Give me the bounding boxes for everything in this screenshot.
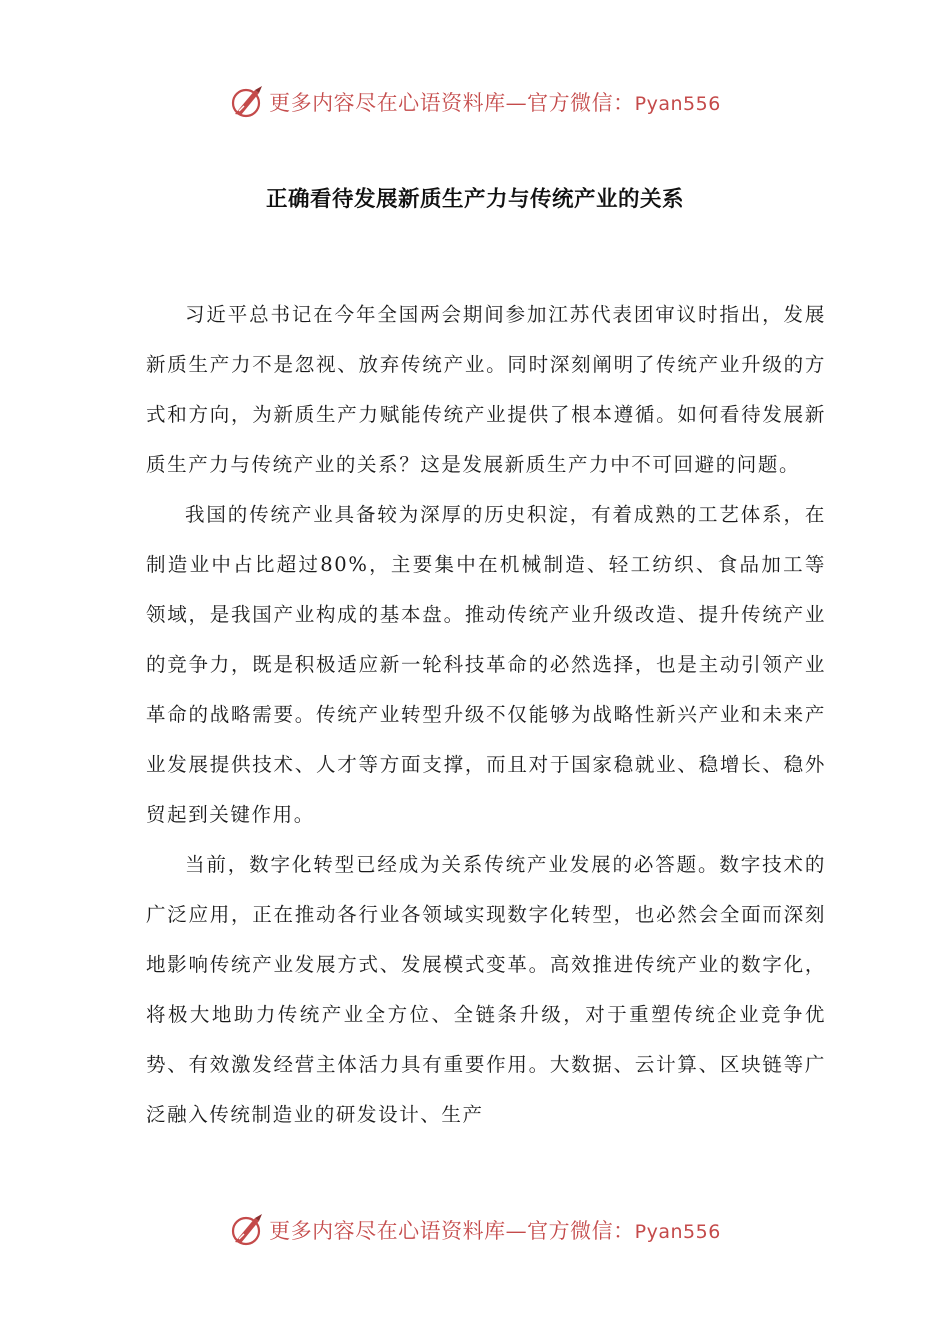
- wechat-id: Pyan556: [634, 1221, 721, 1243]
- footer-banner: [0, 1208, 950, 1252]
- banner-text: 更多内容尽在心语资料库—官方微信：: [269, 1219, 635, 1243]
- page-title: 正确看待发展新质生产力与传统产业的关系: [265, 187, 684, 212]
- header-banner: [0, 80, 950, 124]
- quill-pen-logo-icon: [229, 84, 265, 120]
- wechat-id: Pyan556: [634, 93, 721, 115]
- article-body: [146, 290, 826, 1140]
- banner-text: 更多内容尽在心语资料库—官方微信：: [269, 91, 635, 115]
- paragraph-3: 当前，数字化转型已经成为关系传统产业发展的必答题。数字技术的广泛应用，正在推动各行业各领域实现数字化转型，也必然会全面而深刻地影响传统产业发展方式、发展模式变革。高效推进传统产业的数字化，将极大地助力传统产业全方位、全链条升级，对于重塑传统企业竞争优势、有效激发经营主体活力具有重要作用。大数据、云计算、区块链等广泛融入传统制造业的研发设计、生产: [146, 853, 826, 1126]
- paragraph-1: 习近平总书记在今年全国两会期间参加江苏代表团审议时指出，发展新质生产力不是忽视、放弃传统产业。同时深刻阐明了传统产业升级的方式和方向，为新质生产力赋能传统产业提供了根本遵循。如何看待发展新质生产力与传统产业的关系？这是发展新质生产力中不可回避的问题。: [146, 303, 826, 476]
- paragraph-2: 我国的传统产业具备较为深厚的历史积淀，有着成熟的工艺体系，在制造业中占比超过80%，主要集中在机械制造、轻工纺织、食品加工等领域，是我国产业构成的基本盘。推动传统产业升级改造、提升传统产业的竞争力，既是积极适应新一轮科技革命的必然选择，也是主动引领产业革命的战略需要。传统产业转型升级不仅能够为战略性新兴产业和未来产业发展提供技术、人才等方面支撑，而且对于国家稳就业、稳增长、稳外贸起到关键作用。: [146, 503, 826, 826]
- quill-pen-logo-icon: [229, 1212, 265, 1248]
